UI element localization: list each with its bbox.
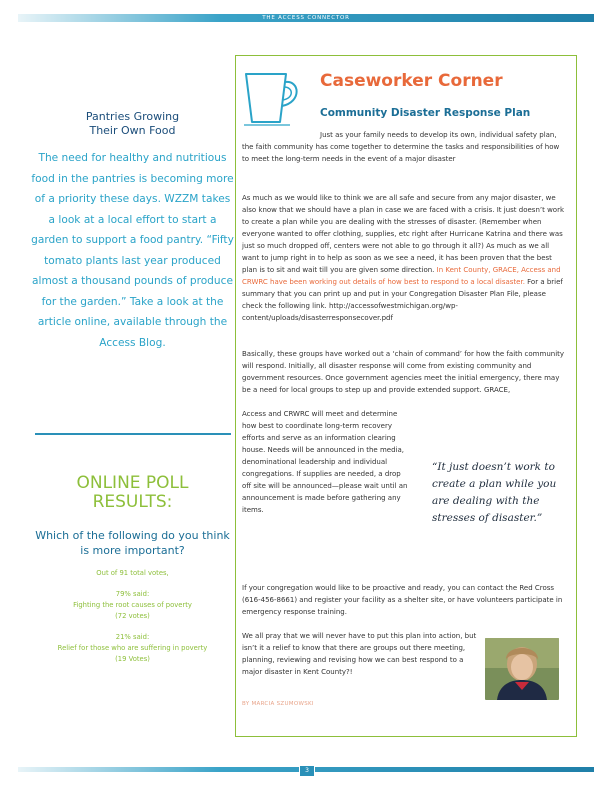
poll-option1-pct: 79% said: <box>115 590 150 598</box>
online-poll <box>30 474 235 665</box>
article-paragraph-3-continued: Access and CRWRC will meet and determine how best to coordinate long-term recovery efforts and serve as an information clearing house. Needs will be announced in the media, denominational leadership and individual congregations. If supplies are needed, a drop off site will be announced—please wait until an announcement is made before gathering any items. <box>242 410 408 514</box>
poll-title <box>30 474 235 512</box>
poll-total: Out of 91 total votes, <box>96 569 169 577</box>
poll-question: Which of the following do you think is more important? <box>35 529 230 557</box>
sidebar-divider <box>35 433 231 435</box>
poll-option1-votes: (72 votes) <box>115 612 150 620</box>
article-paragraph-5: If your congregation would like to be proactive and ready, you can contact the Red Cross (616-456-8661) and register your facility as a shelter site, or have volunteers participate in emergency response training. <box>242 584 563 616</box>
header-label: THE ACCESS CONNECTOR <box>262 15 350 21</box>
pantry-title-line1: Pantries Growing <box>85 110 180 123</box>
article-p2-text-a: As much as we would like to think we are all safe and secure from any major disaster, we also know that we should have a plan in case we are faced with a crisis. It just doesn’t work to create a plan while you are dealing with the stresses of disaster. (Remember when everyone wanted to offer clothing, supplies, etc right after Hurricane Katrina and there was just so much dropped off, centers were not able to go through it all?) As much as we all want to jump right in to help as soon as we see a need, it has been proven that the best plan is to sit and wait till you are given some direction. <box>242 194 565 274</box>
poll-title-line1: ONLINE POLL <box>76 473 189 493</box>
pantry-title <box>30 110 235 138</box>
article-p2-highlight: In Kent County, GRACE, Access and CRWRC have been working out details of how best to respond to a local disaster. <box>242 266 561 286</box>
coffee-mug-icon <box>240 68 306 128</box>
article-paragraph-2 <box>242 192 567 324</box>
poll-option2-text: Relief for those who are suffering in poverty (19 Votes) <box>57 644 208 663</box>
section-title: Caseworker Corner <box>320 71 503 91</box>
author-photo <box>485 638 559 700</box>
pantry-story <box>30 110 235 353</box>
poll-option2-pct: 21% said: <box>115 633 150 641</box>
byline: BY MARCIA SZUMOWSKI <box>242 701 314 707</box>
poll-title-line2: RESULTS: <box>92 492 173 512</box>
article-paragraph-3: Basically, these groups have worked out a ‘chain of command’ for how the faith community will respond. Initially, all disaster response will come from existing community and government resources. Once government agencies meet the initial emergency, there may be a need for local groups to step up and provide extended support. GRACE, <box>242 350 565 394</box>
page-number: 3 <box>299 765 315 777</box>
pantry-body: The need for healthy and nutritious food in the pantries is becoming more of a priority these days. WZZM takes a look at a local effort to start a garden to support a food pantry. “Fifty tomato plants last year produced almost a thousand pounds of produce for the garden.” Take a look at the article online, available through the Access Blog. <box>31 152 234 349</box>
article-subtitle: Community Disaster Response Plan <box>320 107 531 119</box>
article-paragraph-6: We all pray that we will never have to put this plan into action, but isn’t it a relief to know that there are groups out there meeting, planning, reviewing and revising how we can best respond to a major disaster in Kent County?! <box>242 632 477 676</box>
pantry-title-line2: Their Own Food <box>89 124 176 137</box>
article-intro: Just as your family needs to develop its own, individual safety plan, the faith community has come together to determine the tasks and responsibilities of how to meet the long-term needs in the event of a major disaster <box>242 131 560 163</box>
poll-option1-text: Fighting the root causes of poverty <box>73 601 192 609</box>
article-p2-text-b: For a brief summary that you can print up and put in your Congregation Disaster Plan File, please check the following link. http://accessofwestmichigan.org/wp-content/uploads/disasterresponsecover.pdf <box>242 278 563 322</box>
pull-quote: “It just doesn’t work to create a plan while you are dealing with the stresses of disaster.” <box>432 461 557 524</box>
